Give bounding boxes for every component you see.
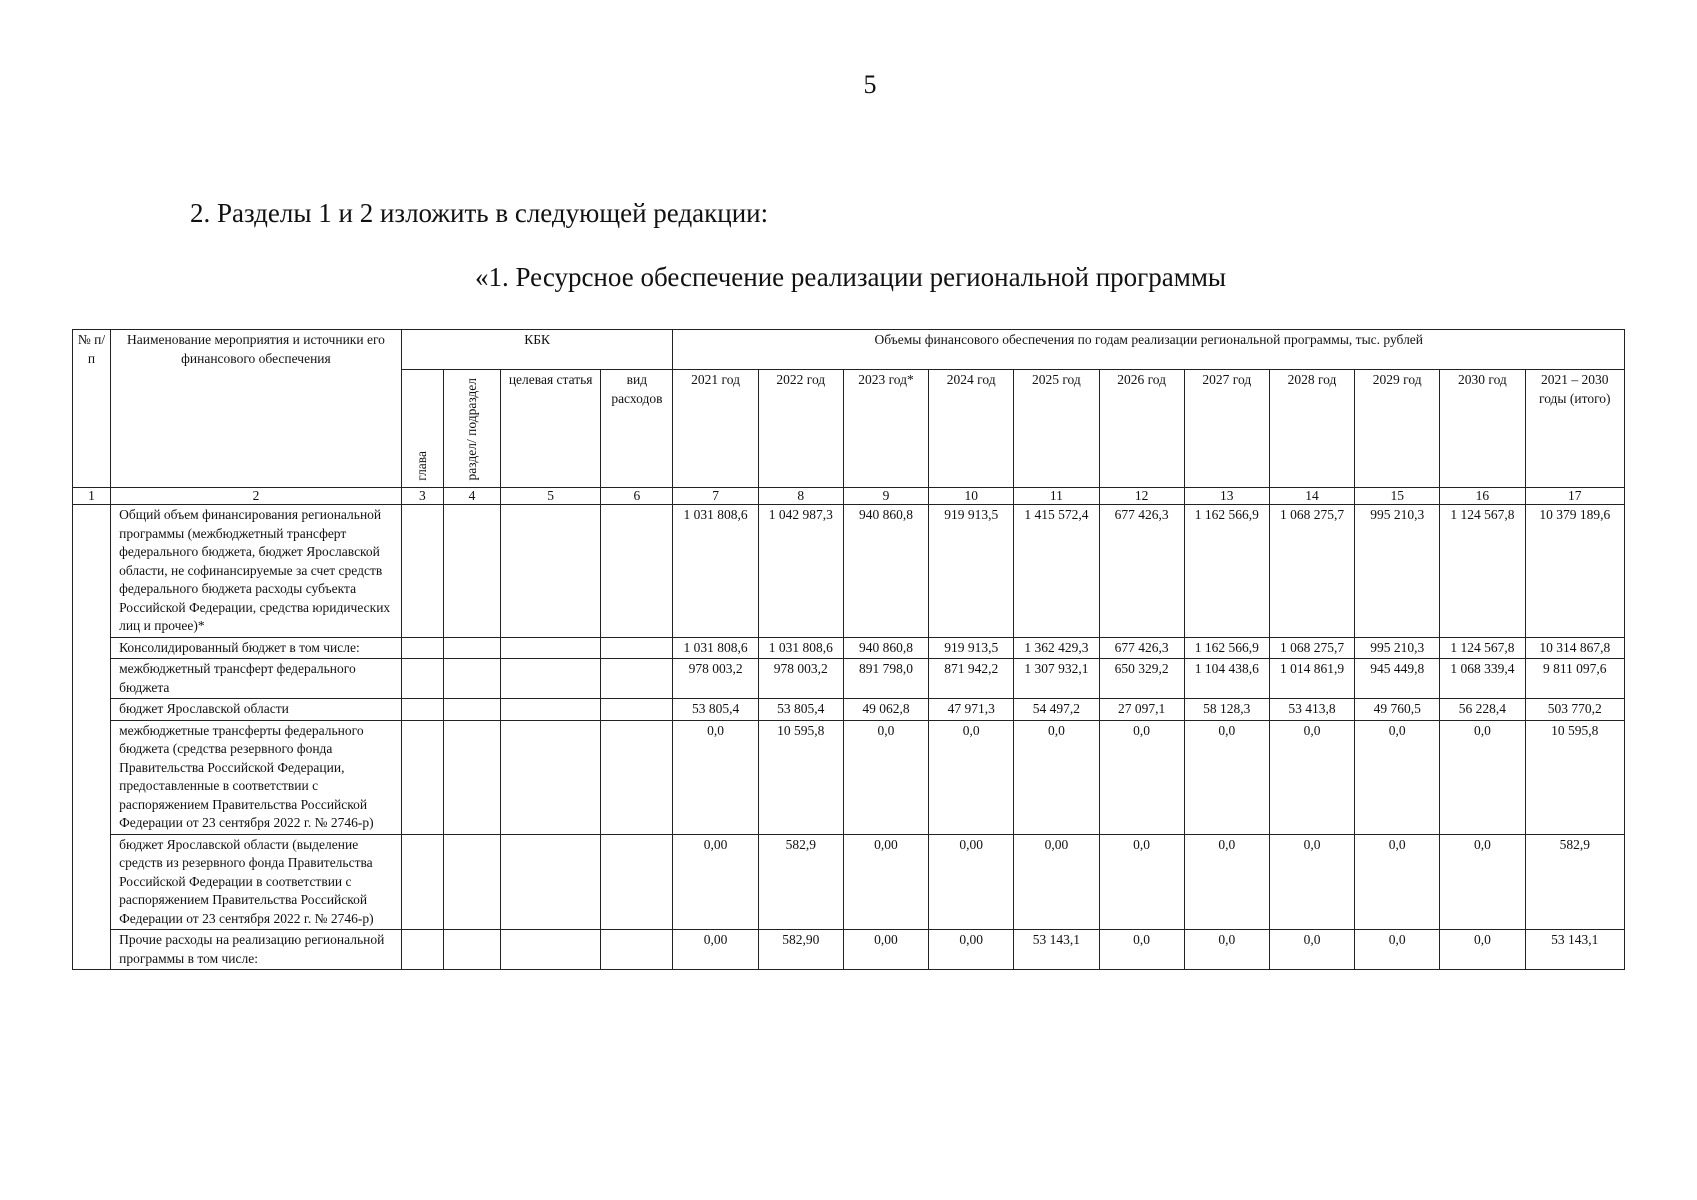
- year-value: 1 042 987,3: [758, 505, 843, 638]
- kbk-cell: [501, 720, 601, 834]
- column-number: 3: [401, 488, 443, 505]
- kbk-cell: [501, 637, 601, 659]
- row-name: межбюджетные трансферты федерального бюджета (средства резервного фонда Правительства Российской Федерации, предоставленные в соответствии с распоряжением Правительства Российской Федерации от 23 сентября 2022 г. № 2746-р): [111, 720, 402, 834]
- year-value: 0,00: [673, 930, 758, 970]
- year-value: 0,0: [1269, 834, 1354, 930]
- kbk-cell: [501, 930, 601, 970]
- year-value: 1 031 808,6: [673, 637, 758, 659]
- column-number: 11: [1014, 488, 1099, 505]
- header-year: 2022 год: [758, 370, 843, 488]
- year-value: 10 595,8: [758, 720, 843, 834]
- table-body: [73, 505, 1625, 970]
- year-value: 582,90: [758, 930, 843, 970]
- table-row: [73, 659, 1625, 699]
- year-value: 49 760,5: [1355, 699, 1440, 721]
- year-value: 0,00: [1014, 834, 1099, 930]
- instruction-text: 2. Разделы 1 и 2 изложить в следующей редакции:: [190, 198, 769, 228]
- year-value: 0,00: [843, 834, 928, 930]
- financing-table-container: [72, 329, 1625, 970]
- year-value: 1 124 567,8: [1440, 637, 1525, 659]
- year-value: 0,0: [1440, 720, 1525, 834]
- year-value: 919 913,5: [929, 505, 1014, 638]
- row-name: бюджет Ярославской области (выделение средств из резервного фонда Правительства Российской Федерации в соответствии с распоряжением Правительства Российской Федерации от 23 сентября 2022 г. № 2746-р): [111, 834, 402, 930]
- header-year: 2021 год: [673, 370, 758, 488]
- kbk-cell: [501, 505, 601, 638]
- year-value: 677 426,3: [1099, 637, 1184, 659]
- year-value: 1 104 438,6: [1184, 659, 1269, 699]
- header-year: 2029 год: [1355, 370, 1440, 488]
- header-year: 2025 год: [1014, 370, 1099, 488]
- year-value: 1 014 861,9: [1269, 659, 1354, 699]
- year-value: 0,00: [929, 834, 1014, 930]
- header-year: 2030 год: [1440, 370, 1525, 488]
- header-kbk: КБК: [401, 330, 673, 370]
- header-year: 2024 год: [929, 370, 1014, 488]
- year-value: 978 003,2: [758, 659, 843, 699]
- table-row: [73, 699, 1625, 721]
- header-glava: глава: [401, 370, 443, 488]
- header-vid: вид расходов: [601, 370, 673, 488]
- kbk-cell: [601, 720, 673, 834]
- kbk-cell: [401, 637, 443, 659]
- year-value: 0,0: [1184, 834, 1269, 930]
- column-number: 12: [1099, 488, 1184, 505]
- year-value: 677 426,3: [1099, 505, 1184, 638]
- header-name: Наименование мероприятия и источники его финансового обеспечения: [111, 330, 402, 488]
- table-row: [73, 930, 1625, 970]
- kbk-cell: [501, 834, 601, 930]
- year-value: 1 068 275,7: [1269, 637, 1354, 659]
- year-value: 1 307 932,1: [1014, 659, 1099, 699]
- column-number: 5: [501, 488, 601, 505]
- year-value: 0,0: [929, 720, 1014, 834]
- year-value: 0,0: [1184, 720, 1269, 834]
- header-year: 2027 год: [1184, 370, 1269, 488]
- table-row: [73, 637, 1625, 659]
- year-value: 995 210,3: [1355, 637, 1440, 659]
- year-value: 0,0: [1269, 930, 1354, 970]
- kbk-cell: [443, 505, 500, 638]
- column-number: 1: [73, 488, 111, 505]
- kbk-cell: [443, 930, 500, 970]
- column-number: 2: [111, 488, 402, 505]
- kbk-cell: [501, 659, 601, 699]
- year-value: 1 362 429,3: [1014, 637, 1099, 659]
- kbk-cell: [443, 699, 500, 721]
- kbk-cell: [601, 930, 673, 970]
- header-tselevaya: целевая статья: [501, 370, 601, 488]
- year-value: 0,0: [1269, 720, 1354, 834]
- column-number: 16: [1440, 488, 1525, 505]
- header-year: 2026 год: [1099, 370, 1184, 488]
- kbk-cell: [401, 505, 443, 638]
- year-value: 919 913,5: [929, 637, 1014, 659]
- kbk-cell: [443, 834, 500, 930]
- kbk-cell: [443, 720, 500, 834]
- year-value: 945 449,8: [1355, 659, 1440, 699]
- year-value: 1 031 808,6: [673, 505, 758, 638]
- year-value: 0,0: [1099, 930, 1184, 970]
- column-number: 15: [1355, 488, 1440, 505]
- year-value: 27 097,1: [1099, 699, 1184, 721]
- year-value: 1 068 275,7: [1269, 505, 1354, 638]
- table-row: [73, 834, 1625, 930]
- table-row: [73, 505, 1625, 638]
- year-value: 1 124 567,8: [1440, 505, 1525, 638]
- kbk-cell: [501, 699, 601, 721]
- kbk-cell: [601, 699, 673, 721]
- year-value: 0,0: [1440, 834, 1525, 930]
- year-value: 0,00: [673, 834, 758, 930]
- total-value: 10 379 189,6: [1525, 505, 1624, 638]
- year-value: 0,0: [1355, 930, 1440, 970]
- year-value: 53 413,8: [1269, 699, 1354, 721]
- year-value: 56 228,4: [1440, 699, 1525, 721]
- financing-table: [72, 329, 1625, 970]
- total-value: 10 595,8: [1525, 720, 1624, 834]
- year-value: 0,0: [1355, 720, 1440, 834]
- row-number-cell: [73, 505, 111, 970]
- header-num: № п/п: [73, 330, 111, 488]
- kbk-cell: [443, 659, 500, 699]
- year-value: 58 128,3: [1184, 699, 1269, 721]
- year-value: 1 068 339,4: [1440, 659, 1525, 699]
- year-value: 0,0: [1440, 930, 1525, 970]
- year-value: 53 805,4: [673, 699, 758, 721]
- column-number-row: [73, 488, 1625, 505]
- year-value: 47 971,3: [929, 699, 1014, 721]
- year-value: 1 415 572,4: [1014, 505, 1099, 638]
- row-name: Консолидированный бюджет в том числе:: [111, 637, 402, 659]
- year-value: 53 805,4: [758, 699, 843, 721]
- kbk-cell: [601, 659, 673, 699]
- year-value: 0,0: [1355, 834, 1440, 930]
- year-value: 940 860,8: [843, 637, 928, 659]
- year-value: 871 942,2: [929, 659, 1014, 699]
- column-number: 10: [929, 488, 1014, 505]
- total-value: 9 811 097,6: [1525, 659, 1624, 699]
- kbk-cell: [601, 834, 673, 930]
- year-value: 650 329,2: [1099, 659, 1184, 699]
- kbk-cell: [443, 637, 500, 659]
- column-number: 6: [601, 488, 673, 505]
- header-volumes: Объемы финансового обеспечения по годам реализации региональной программы, тыс. рублей: [673, 330, 1625, 370]
- year-value: 995 210,3: [1355, 505, 1440, 638]
- header-year: 2028 год: [1269, 370, 1354, 488]
- kbk-cell: [401, 834, 443, 930]
- year-value: 54 497,2: [1014, 699, 1099, 721]
- kbk-cell: [601, 505, 673, 638]
- row-name: Общий объем финансирования региональной программы (межбюджетный трансферт федерального бюджета, бюджет Ярославской области, не софинансируемые за счет средств федерального бюджета расходы субъекта Российской Федерации, средства юридических лиц и прочее)*: [111, 505, 402, 638]
- year-value: 891 798,0: [843, 659, 928, 699]
- year-value: 0,0: [1184, 930, 1269, 970]
- kbk-cell: [601, 637, 673, 659]
- column-number: 4: [443, 488, 500, 505]
- total-value: 10 314 867,8: [1525, 637, 1624, 659]
- year-value: 1 162 566,9: [1184, 637, 1269, 659]
- year-value: 1 031 808,6: [758, 637, 843, 659]
- column-number: 14: [1269, 488, 1354, 505]
- year-value: 1 162 566,9: [1184, 505, 1269, 638]
- year-value: 49 062,8: [843, 699, 928, 721]
- section-title: «1. Ресурсное обеспечение реализации региональной программы: [475, 262, 1227, 292]
- column-number: 7: [673, 488, 758, 505]
- year-value: 0,0: [843, 720, 928, 834]
- year-value: 0,0: [1099, 834, 1184, 930]
- header-razdel: раздел/ подраздел: [443, 370, 500, 488]
- header-year-total: 2021 – 2030 годы (итого): [1525, 370, 1624, 488]
- header-year: 2023 год*: [843, 370, 928, 488]
- year-value: 53 143,1: [1014, 930, 1099, 970]
- column-number: 13: [1184, 488, 1269, 505]
- year-value: 978 003,2: [673, 659, 758, 699]
- year-value: 0,00: [929, 930, 1014, 970]
- year-value: 0,0: [1099, 720, 1184, 834]
- column-number: 8: [758, 488, 843, 505]
- total-value: 503 770,2: [1525, 699, 1624, 721]
- kbk-cell: [401, 720, 443, 834]
- row-name: межбюджетный трансферт федерального бюджета: [111, 659, 402, 699]
- column-number: 9: [843, 488, 928, 505]
- year-value: 0,00: [843, 930, 928, 970]
- year-value: 582,9: [758, 834, 843, 930]
- table-row: [73, 720, 1625, 834]
- total-value: 582,9: [1525, 834, 1624, 930]
- total-value: 53 143,1: [1525, 930, 1624, 970]
- kbk-cell: [401, 659, 443, 699]
- page-number: 5: [863, 70, 877, 99]
- year-value: 0,0: [673, 720, 758, 834]
- year-value: 0,0: [1014, 720, 1099, 834]
- column-number: 17: [1525, 488, 1624, 505]
- row-name: Прочие расходы на реализацию региональной программы в том числе:: [111, 930, 402, 970]
- year-value: 940 860,8: [843, 505, 928, 638]
- kbk-cell: [401, 930, 443, 970]
- kbk-cell: [401, 699, 443, 721]
- row-name: бюджет Ярославской области: [111, 699, 402, 721]
